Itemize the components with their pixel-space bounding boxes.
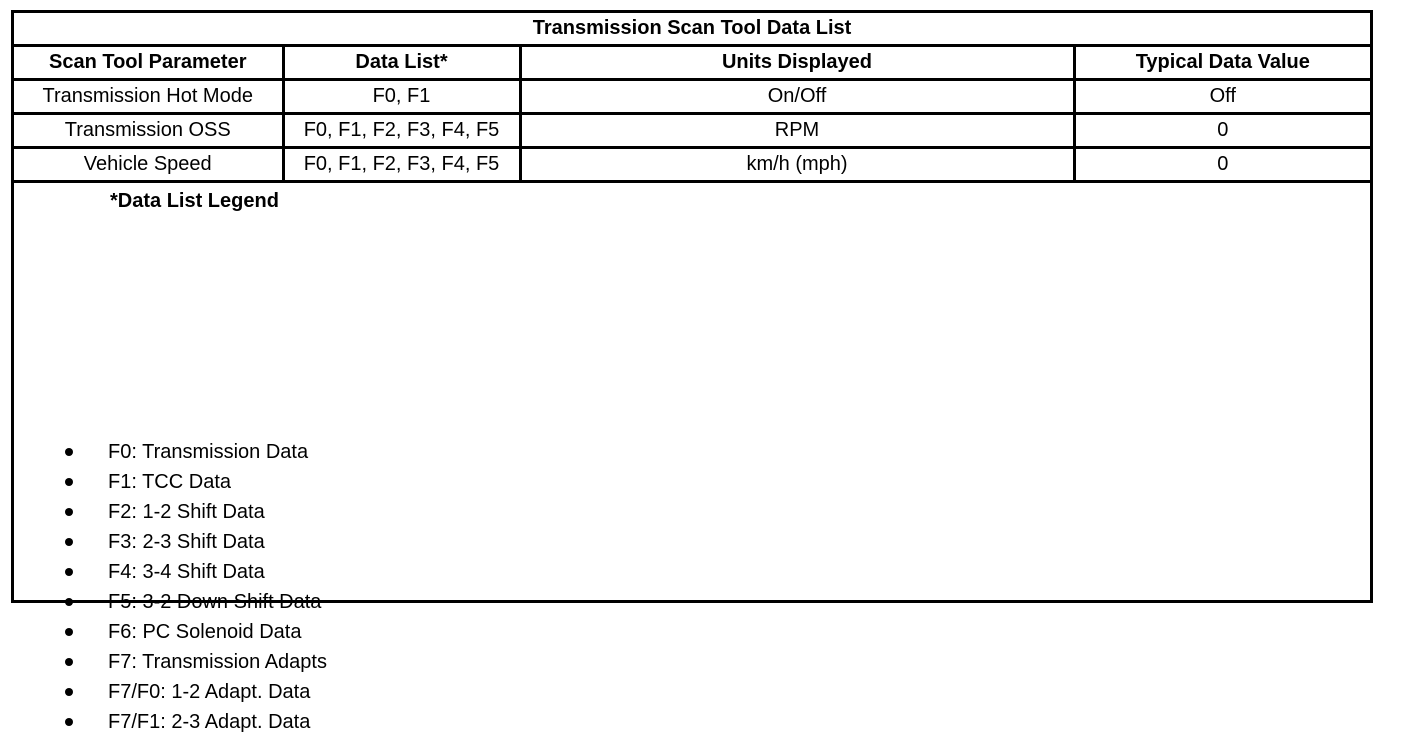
bullet-icon xyxy=(65,718,73,726)
legend-title: *Data List Legend xyxy=(110,190,279,212)
legend-item-text: F7/F1: 2-3 Adapt. Data xyxy=(108,711,311,733)
legend-item-text: F7/F0: 1-2 Adapt. Data xyxy=(108,681,311,703)
bullet-icon xyxy=(65,448,73,456)
bullet-icon xyxy=(65,598,73,606)
legend-item-text: F7: Transmission Adapts xyxy=(108,651,327,673)
scan-tool-data-table xyxy=(14,13,1370,183)
bullet-icon xyxy=(65,538,73,546)
bullet-icon xyxy=(65,478,73,486)
header-data-list: Data List* xyxy=(283,46,520,80)
header-typical-data-value: Typical Data Value xyxy=(1074,46,1370,80)
legend-item xyxy=(14,647,327,677)
table-row xyxy=(14,148,1370,182)
cell-units: RPM xyxy=(520,114,1074,148)
bullet-icon xyxy=(65,508,73,516)
cell-parameter: Transmission OSS xyxy=(14,114,283,148)
legend-item xyxy=(14,467,327,497)
legend-item xyxy=(14,707,327,737)
cell-data-list: F0, F1, F2, F3, F4, F5 xyxy=(283,114,520,148)
legend-item xyxy=(14,587,327,617)
title-row xyxy=(14,13,1370,46)
table-row xyxy=(14,114,1370,148)
cell-typical-value: 0 xyxy=(1074,148,1370,182)
legend-item xyxy=(14,677,327,707)
header-row xyxy=(14,46,1370,80)
legend-item xyxy=(14,437,327,467)
bullet-icon xyxy=(65,658,73,666)
header-scan-tool-parameter: Scan Tool Parameter xyxy=(14,46,283,80)
legend-item-text: F0: Transmission Data xyxy=(108,441,309,463)
bullet-icon xyxy=(65,628,73,636)
legend-item-text: F1: TCC Data xyxy=(108,471,231,493)
bullet-icon xyxy=(65,568,73,576)
legend-item-text: F5: 3-2 Down Shift Data xyxy=(108,591,322,613)
table-title: Transmission Scan Tool Data List xyxy=(14,13,1370,46)
legend-item-text: F2: 1-2 Shift Data xyxy=(108,501,265,523)
cell-units: km/h (mph) xyxy=(520,148,1074,182)
header-units-displayed: Units Displayed xyxy=(520,46,1074,80)
cell-parameter: Vehicle Speed xyxy=(14,148,283,182)
scan-tool-data-sheet xyxy=(11,10,1373,733)
legend-item-text: F6: PC Solenoid Data xyxy=(108,621,302,643)
legend-item xyxy=(14,497,327,527)
legend-item-text: F4: 3-4 Shift Data xyxy=(108,561,265,583)
legend-item xyxy=(14,557,327,587)
cell-units: On/Off xyxy=(520,80,1074,114)
legend-item xyxy=(14,617,327,647)
cell-data-list: F0, F1 xyxy=(283,80,520,114)
cell-data-list: F0, F1, F2, F3, F4, F5 xyxy=(283,148,520,182)
cell-typical-value: 0 xyxy=(1074,114,1370,148)
cell-typical-value: Off xyxy=(1074,80,1370,114)
legend-list xyxy=(14,437,327,737)
cell-parameter: Transmission Hot Mode xyxy=(14,80,283,114)
legend-item xyxy=(14,527,327,557)
legend-item-text: F3: 2-3 Shift Data xyxy=(108,531,265,553)
table-row xyxy=(14,80,1370,114)
bullet-icon xyxy=(65,688,73,696)
